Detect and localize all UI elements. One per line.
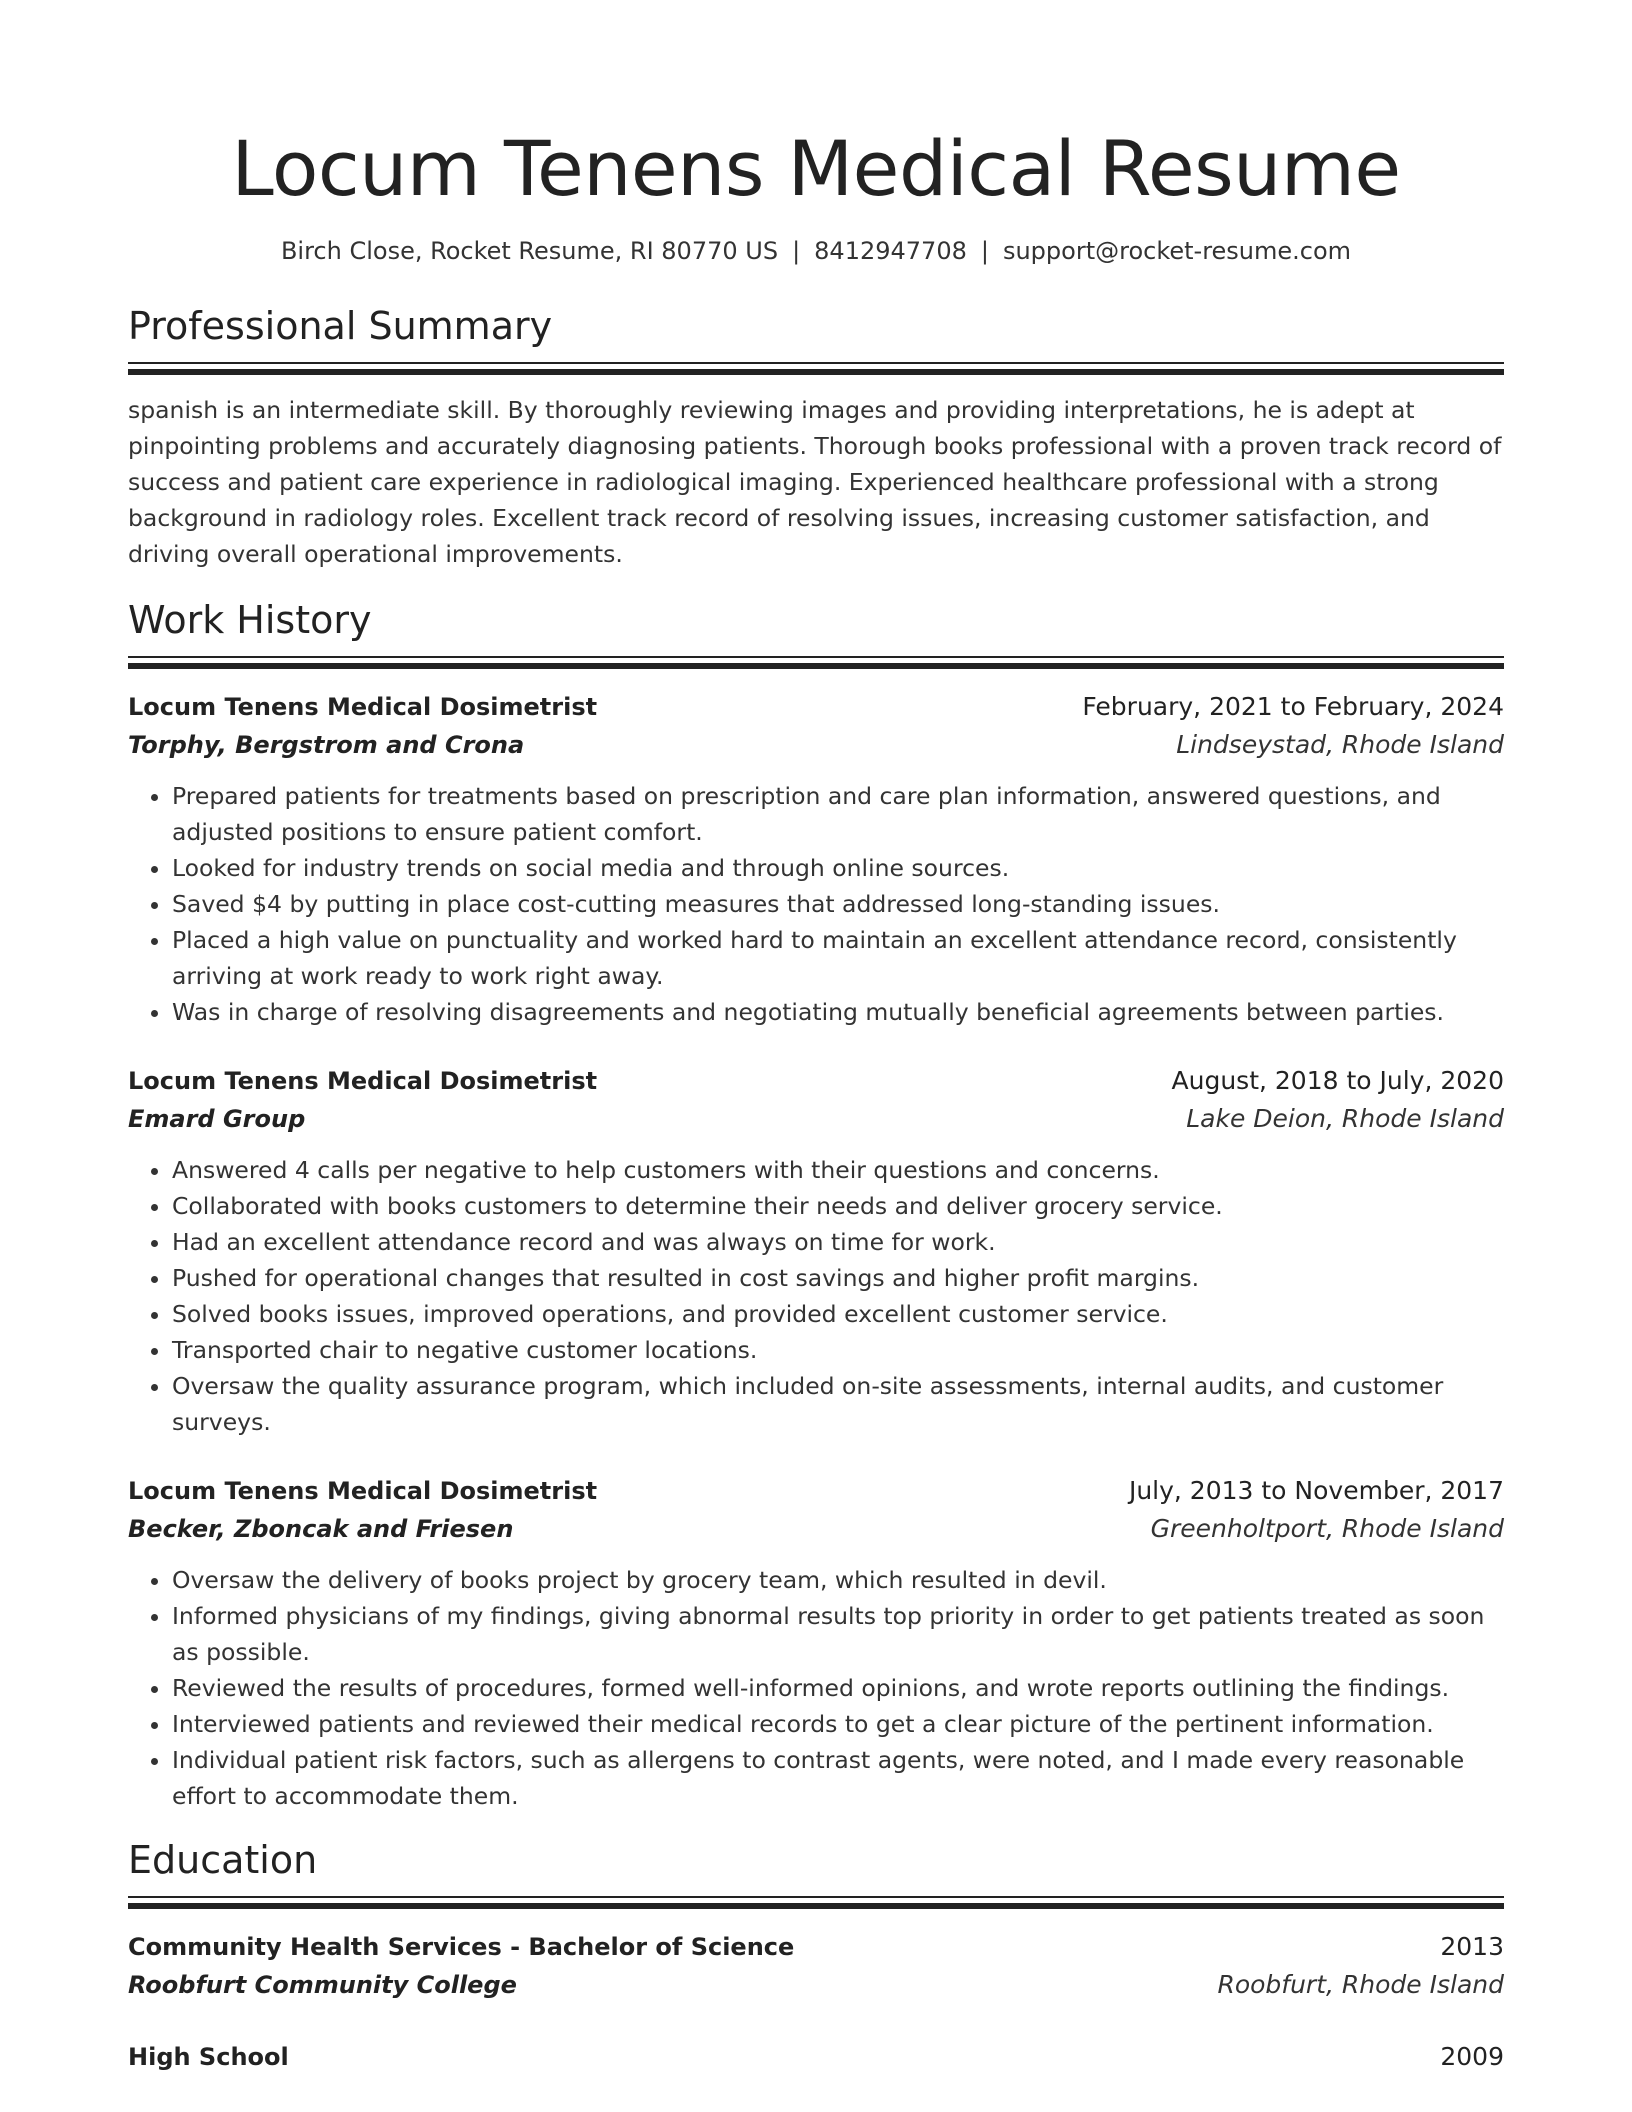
job-company: Torphy, Bergstrom and Crona <box>128 731 525 759</box>
duty-item: • Informed physicians of my findings, giving abnormal results top priority in order to get patients treated as soon as possible. <box>172 1598 1504 1670</box>
job-title: Locum Tenens Medical Dosimetrist <box>128 1067 598 1095</box>
contact-separator: | <box>792 237 801 265</box>
duty-item: • Placed a high value on punctuality and worked hard to maintain an excellent attendance record, consistently arriving at work ready to work right away. <box>172 922 1504 994</box>
duty-item: • Transported chair to negative customer locations. <box>172 1332 1504 1368</box>
duty-item: • Oversaw the delivery of books project by grocery team, which resulted in devil. <box>172 1562 1504 1598</box>
duty-item: • Answered 4 calls per negative to help customers with their questions and concerns. <box>172 1152 1504 1188</box>
resume-title: Locum Tenens Medical Resume <box>231 124 1401 213</box>
work-history-section <box>128 596 1504 1814</box>
education-school-row <box>128 1966 1504 2004</box>
duty-item: • Was in charge of resolving disagreements and negotiating mutually beneficial agreements between parties. <box>172 994 1504 1030</box>
job-company-row <box>128 726 1504 764</box>
job-title: Locum Tenens Medical Dosimetrist <box>128 1477 598 1505</box>
section-divider <box>128 656 1504 670</box>
contact-address: Birch Close, Rocket Resume, RI 80770 US <box>280 237 779 265</box>
education-degree: High School <box>128 2043 289 2071</box>
duty-item: • Prepared patients for treatments based on prescription and care plan information, answered questions, and adjusted positions to ensure patient comfort. <box>172 778 1504 850</box>
duty-item: • Collaborated with books customers to determine their needs and deliver grocery service. <box>172 1188 1504 1224</box>
education-entry <box>128 2038 1504 2076</box>
contact-separator: | <box>980 237 989 265</box>
job-location: Greenholtport, Rhode Island <box>1150 1514 1504 1543</box>
education-section <box>128 1836 1504 2076</box>
education-heading: Education <box>128 1838 318 1882</box>
job-company-row <box>128 1100 1504 1138</box>
section-divider <box>128 1896 1504 1910</box>
job-duties-list <box>128 1562 1504 1814</box>
job-entry <box>128 1472 1504 1814</box>
summary-heading: Professional Summary <box>128 304 553 348</box>
duty-item: • Looked for industry trends on social media and through online sources. <box>172 850 1504 886</box>
job-entry <box>128 688 1504 1030</box>
duty-item: • Solved books issues, improved operations, and provided excellent customer service. <box>172 1296 1504 1332</box>
duty-item: • Saved $4 by putting in place cost-cutting measures that addressed long-standing issues. <box>172 886 1504 922</box>
job-company: Becker, Zboncak and Friesen <box>128 1515 514 1543</box>
job-location: Lake Deion, Rhode Island <box>1186 1104 1504 1133</box>
contact-phone: 8412947708 <box>814 237 967 265</box>
duty-item: • Individual patient risk factors, such as allergens to contrast agents, were noted, and I made every reasonable effort to accommodate them. <box>172 1742 1504 1814</box>
job-duties-list <box>128 778 1504 1030</box>
duty-item: • Pushed for operational changes that resulted in cost savings and higher profit margins. <box>172 1260 1504 1296</box>
job-header-row <box>128 1472 1504 1510</box>
education-school: Roobfurt Community College <box>128 1971 517 1999</box>
duty-item: • Reviewed the results of procedures, formed well-informed opinions, and wrote reports outlining the findings. <box>172 1670 1504 1706</box>
job-company: Emard Group <box>128 1105 306 1133</box>
job-company-row <box>128 1510 1504 1548</box>
job-header-row <box>128 688 1504 726</box>
job-dates: July, 2013 to November, 2017 <box>1128 1476 1504 1505</box>
contact-line <box>128 234 1504 268</box>
section-divider <box>128 362 1504 376</box>
job-header-row <box>128 1062 1504 1100</box>
contact-email: support@rocket-resume.com <box>1002 237 1352 265</box>
education-header-row <box>128 2038 1504 2076</box>
education-degree: Community Health Services - Bachelor of Science <box>128 1933 795 1961</box>
summary-section <box>128 302 1504 572</box>
job-duties-list <box>128 1152 1504 1440</box>
summary-text: spanish is an intermediate skill. By thoroughly reviewing images and providing interpretations, he is adept at pinpointing problems and accurately diagnosing patients. Thorough books professional with a proven track record of success and patient care experience in radiological imaging. Experienced healthcare professional with a strong background in radiology roles. Excellent track record of resolving issues, increasing customer satisfaction, and driving overall operational improvements. <box>128 396 1502 568</box>
job-title: Locum Tenens Medical Dosimetrist <box>128 693 598 721</box>
education-location: Roobfurt, Rhode Island <box>1217 1970 1504 1999</box>
education-year: 2009 <box>1440 2042 1504 2071</box>
duty-item: • Oversaw the quality assurance program, which included on-site assessments, internal audits, and customer surveys. <box>172 1368 1504 1440</box>
education-entry <box>128 1928 1504 2004</box>
job-dates: August, 2018 to July, 2020 <box>1171 1066 1504 1095</box>
job-dates: February, 2021 to February, 2024 <box>1082 692 1504 721</box>
job-entry <box>128 1062 1504 1440</box>
job-location: Lindseystad, Rhode Island <box>1176 730 1504 759</box>
education-header-row <box>128 1928 1504 1966</box>
duty-item: • Interviewed patients and reviewed their medical records to get a clear picture of the pertinent information. <box>172 1706 1504 1742</box>
work-history-heading: Work History <box>128 598 372 642</box>
resume-page <box>128 0 1504 2076</box>
education-year: 2013 <box>1440 1932 1504 1961</box>
duty-item: • Had an excellent attendance record and was always on time for work. <box>172 1224 1504 1260</box>
